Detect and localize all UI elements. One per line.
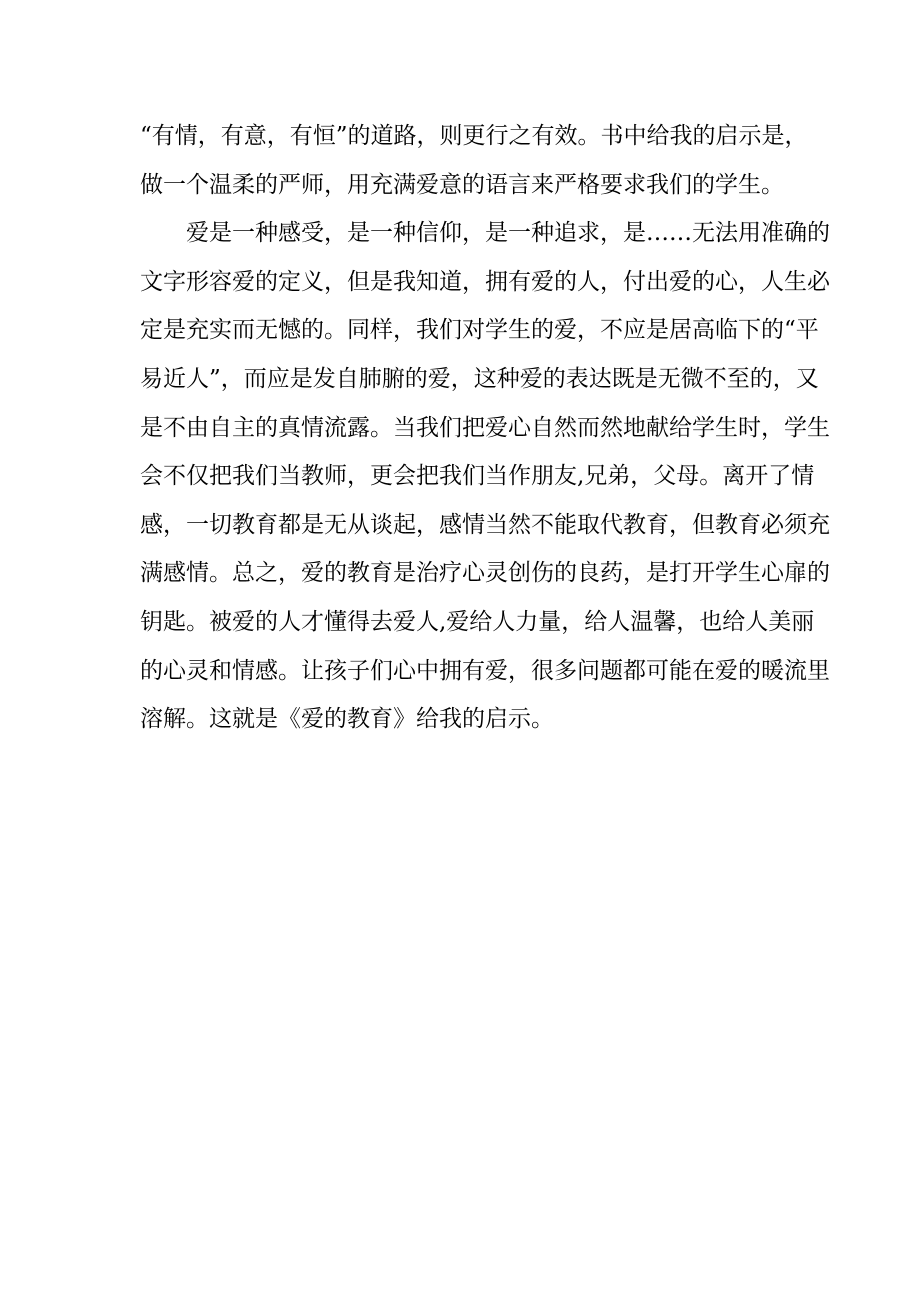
document-body xyxy=(140,112,830,744)
paragraph-line: 做一个温柔的严师，用充满爱意的语言来严格要求我们的学生。 xyxy=(140,171,784,198)
paragraph-line: 感，一切教育都是无从谈起，感情当然不能取代教育，但教育必须充 xyxy=(140,511,830,538)
paragraph-line: “有情，有意，有恒”的道路，则更行之有效。书中给我的启示是， xyxy=(140,123,808,149)
paragraph-line: 爱是一种感受，是一种信仰，是一种追求，是……无法用准确的 xyxy=(186,220,830,247)
paragraph-line: 是不由自主的真情流露。当我们把爱心自然而然地献给学生时，学生 xyxy=(140,414,830,441)
paragraph-line: 会不仅把我们当教师，更会把我们当作朋友,兄弟，父母。离开了情 xyxy=(140,463,815,490)
paragraph-line: 满感情。总之，爱的教育是治疗心灵创伤的良药，是打开学生心扉的 xyxy=(140,560,830,587)
paragraph-line: 的心灵和情感。让孩子们心中拥有爱，很多问题都可能在爱的暖流里 xyxy=(140,657,830,684)
paragraph-line: 易近人”，而应是发自肺腑的爱，这种爱的表达既是无微不至的，又 xyxy=(140,365,819,392)
paragraph-line: 定是充实而无憾的。同样，我们对学生的爱，不应是居高临下的“平 xyxy=(140,317,819,344)
paragraph-2 xyxy=(140,209,830,744)
paragraph-line: 钥匙。被爱的人才懂得去爱人,爱给人力量，给人温馨，也给人美丽 xyxy=(140,608,815,635)
paragraph-line: 文字形容爱的定义，但是我知道，拥有爱的人，付出爱的心，人生必 xyxy=(140,268,830,295)
paragraph-line: 溶解。这就是《爱的教育》给我的启示。 xyxy=(140,706,554,733)
paragraph-1 xyxy=(140,112,808,209)
